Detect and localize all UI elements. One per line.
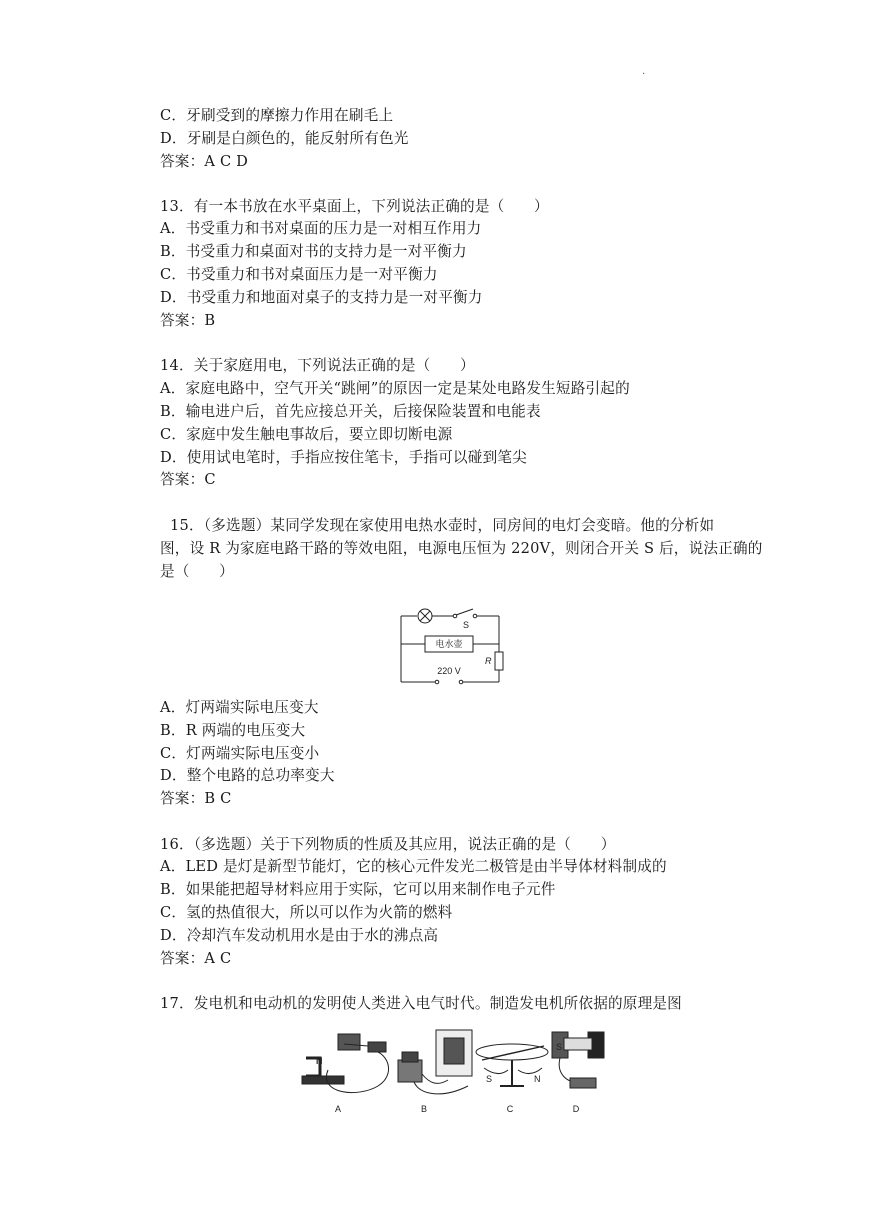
voltage-label: 220 V [437, 666, 461, 676]
kettle-label: 电水壶 [435, 639, 463, 649]
figure-c-n-label: N [534, 1074, 541, 1084]
figure-d-apparatus [552, 1032, 604, 1088]
q16-option-c: C．氢的热值很大，所以可以作为火箭的燃料 [160, 904, 453, 921]
figure-b-apparatus [398, 1030, 472, 1094]
q15-option-d: D．整个电路的总功率变大 [160, 767, 335, 784]
page-marker: . [642, 66, 646, 77]
q15-option-a: A．灯两端实际电压变大 [160, 699, 319, 716]
q12-option-c: C．牙刷受到的摩擦力作用在刷毛上 [160, 107, 394, 124]
q15-stem-line1: 15．（多选题）某同学发现在家使用电热水壶时，同房间的电灯会变暗。他的分析如 [170, 517, 715, 534]
q13-option-c: C．书受重力和书对桌面压力是一对平衡力 [160, 266, 438, 283]
q15-answer: 答案：B C [160, 790, 232, 807]
q13-option-d: D．书受重力和地面对桌子的支持力是一对平衡力 [160, 289, 483, 306]
resistor-icon [495, 652, 503, 670]
q12-option-d: D．牙刷是白颜色的，能反射所有色光 [160, 130, 409, 147]
q15-stem-line3: 是（ ） [160, 563, 234, 580]
q13-answer: 答案：B [160, 312, 216, 329]
q14-option-b: B．输电进户后，首先应接总开关，后接保险装置和电能表 [160, 403, 541, 420]
q16-option-a: A．LED 是灯是新型节能灯，它的核心元件发光二极管是由半导体材料制成的 [160, 858, 667, 875]
q15-option-b: B．R 两端的电压变大 [160, 722, 306, 739]
q16-stem: 16．（多选题）关于下列物质的性质及其应用，说法正确的是（ ） [160, 836, 616, 853]
figure-a-n-label: N [316, 1056, 323, 1066]
q14-answer: 答案：C [160, 471, 216, 488]
q13-option-a: A．书受重力和书对桌面的压力是一对相互作用力 [160, 220, 482, 237]
figure-label-a: A [334, 1104, 342, 1114]
resistor-label: R [485, 656, 492, 666]
figure-a-apparatus [302, 1034, 389, 1093]
figure-label-c: C [506, 1104, 514, 1114]
circuit-diagram [395, 600, 507, 690]
switch-blade [456, 609, 473, 615]
figure-d-s-label: S [556, 1042, 563, 1052]
q15-stem-line2: 图，设 R 为家庭电路干路的等效电阻，电源电压恒为 220V，则闭合开关 S 后，说法正确的 [160, 540, 763, 557]
figure-label-d: D [572, 1104, 580, 1114]
q16-option-b: B．如果能把超导材料应用于实际，它可以用来制作电子元件 [160, 881, 556, 898]
figure-label-b: B [420, 1104, 428, 1114]
q15-option-c: C．灯两端实际电压变小 [160, 745, 320, 762]
q13-stem: 13．有一本书放在水平桌面上，下列说法正确的是（ ） [160, 198, 549, 215]
q16-answer: 答案：A C [160, 950, 232, 967]
q17-stem: 17．发电机和电动机的发明使人类进入电气时代。制造发电机所依据的原理是图 [160, 995, 682, 1012]
figure-c-s-label: S [486, 1074, 493, 1084]
q14-option-a: A．家庭电路中，空气开关“跳闸”的原因一定是某处电路发生短路引起的 [160, 380, 630, 397]
q14-option-c: C．家庭中发生触电事故后，要立即切断电源 [160, 426, 453, 443]
q14-stem: 14．关于家庭用电，下列说法正确的是（ ） [160, 357, 475, 374]
q14-option-d: D．使用试电笔时，手指应按住笔卡，手指可以碰到笔尖 [160, 449, 527, 466]
switch-contact-right [473, 614, 477, 618]
electromagnet-figures [298, 1024, 618, 1120]
switch-label: S [463, 620, 470, 630]
q12-answer: 答案：A C D [160, 153, 249, 170]
q16-option-d: D．冷却汽车发动机用水是由于水的沸点高 [160, 927, 439, 944]
q13-option-b: B．书受重力和桌面对书的支持力是一对平衡力 [160, 243, 467, 260]
